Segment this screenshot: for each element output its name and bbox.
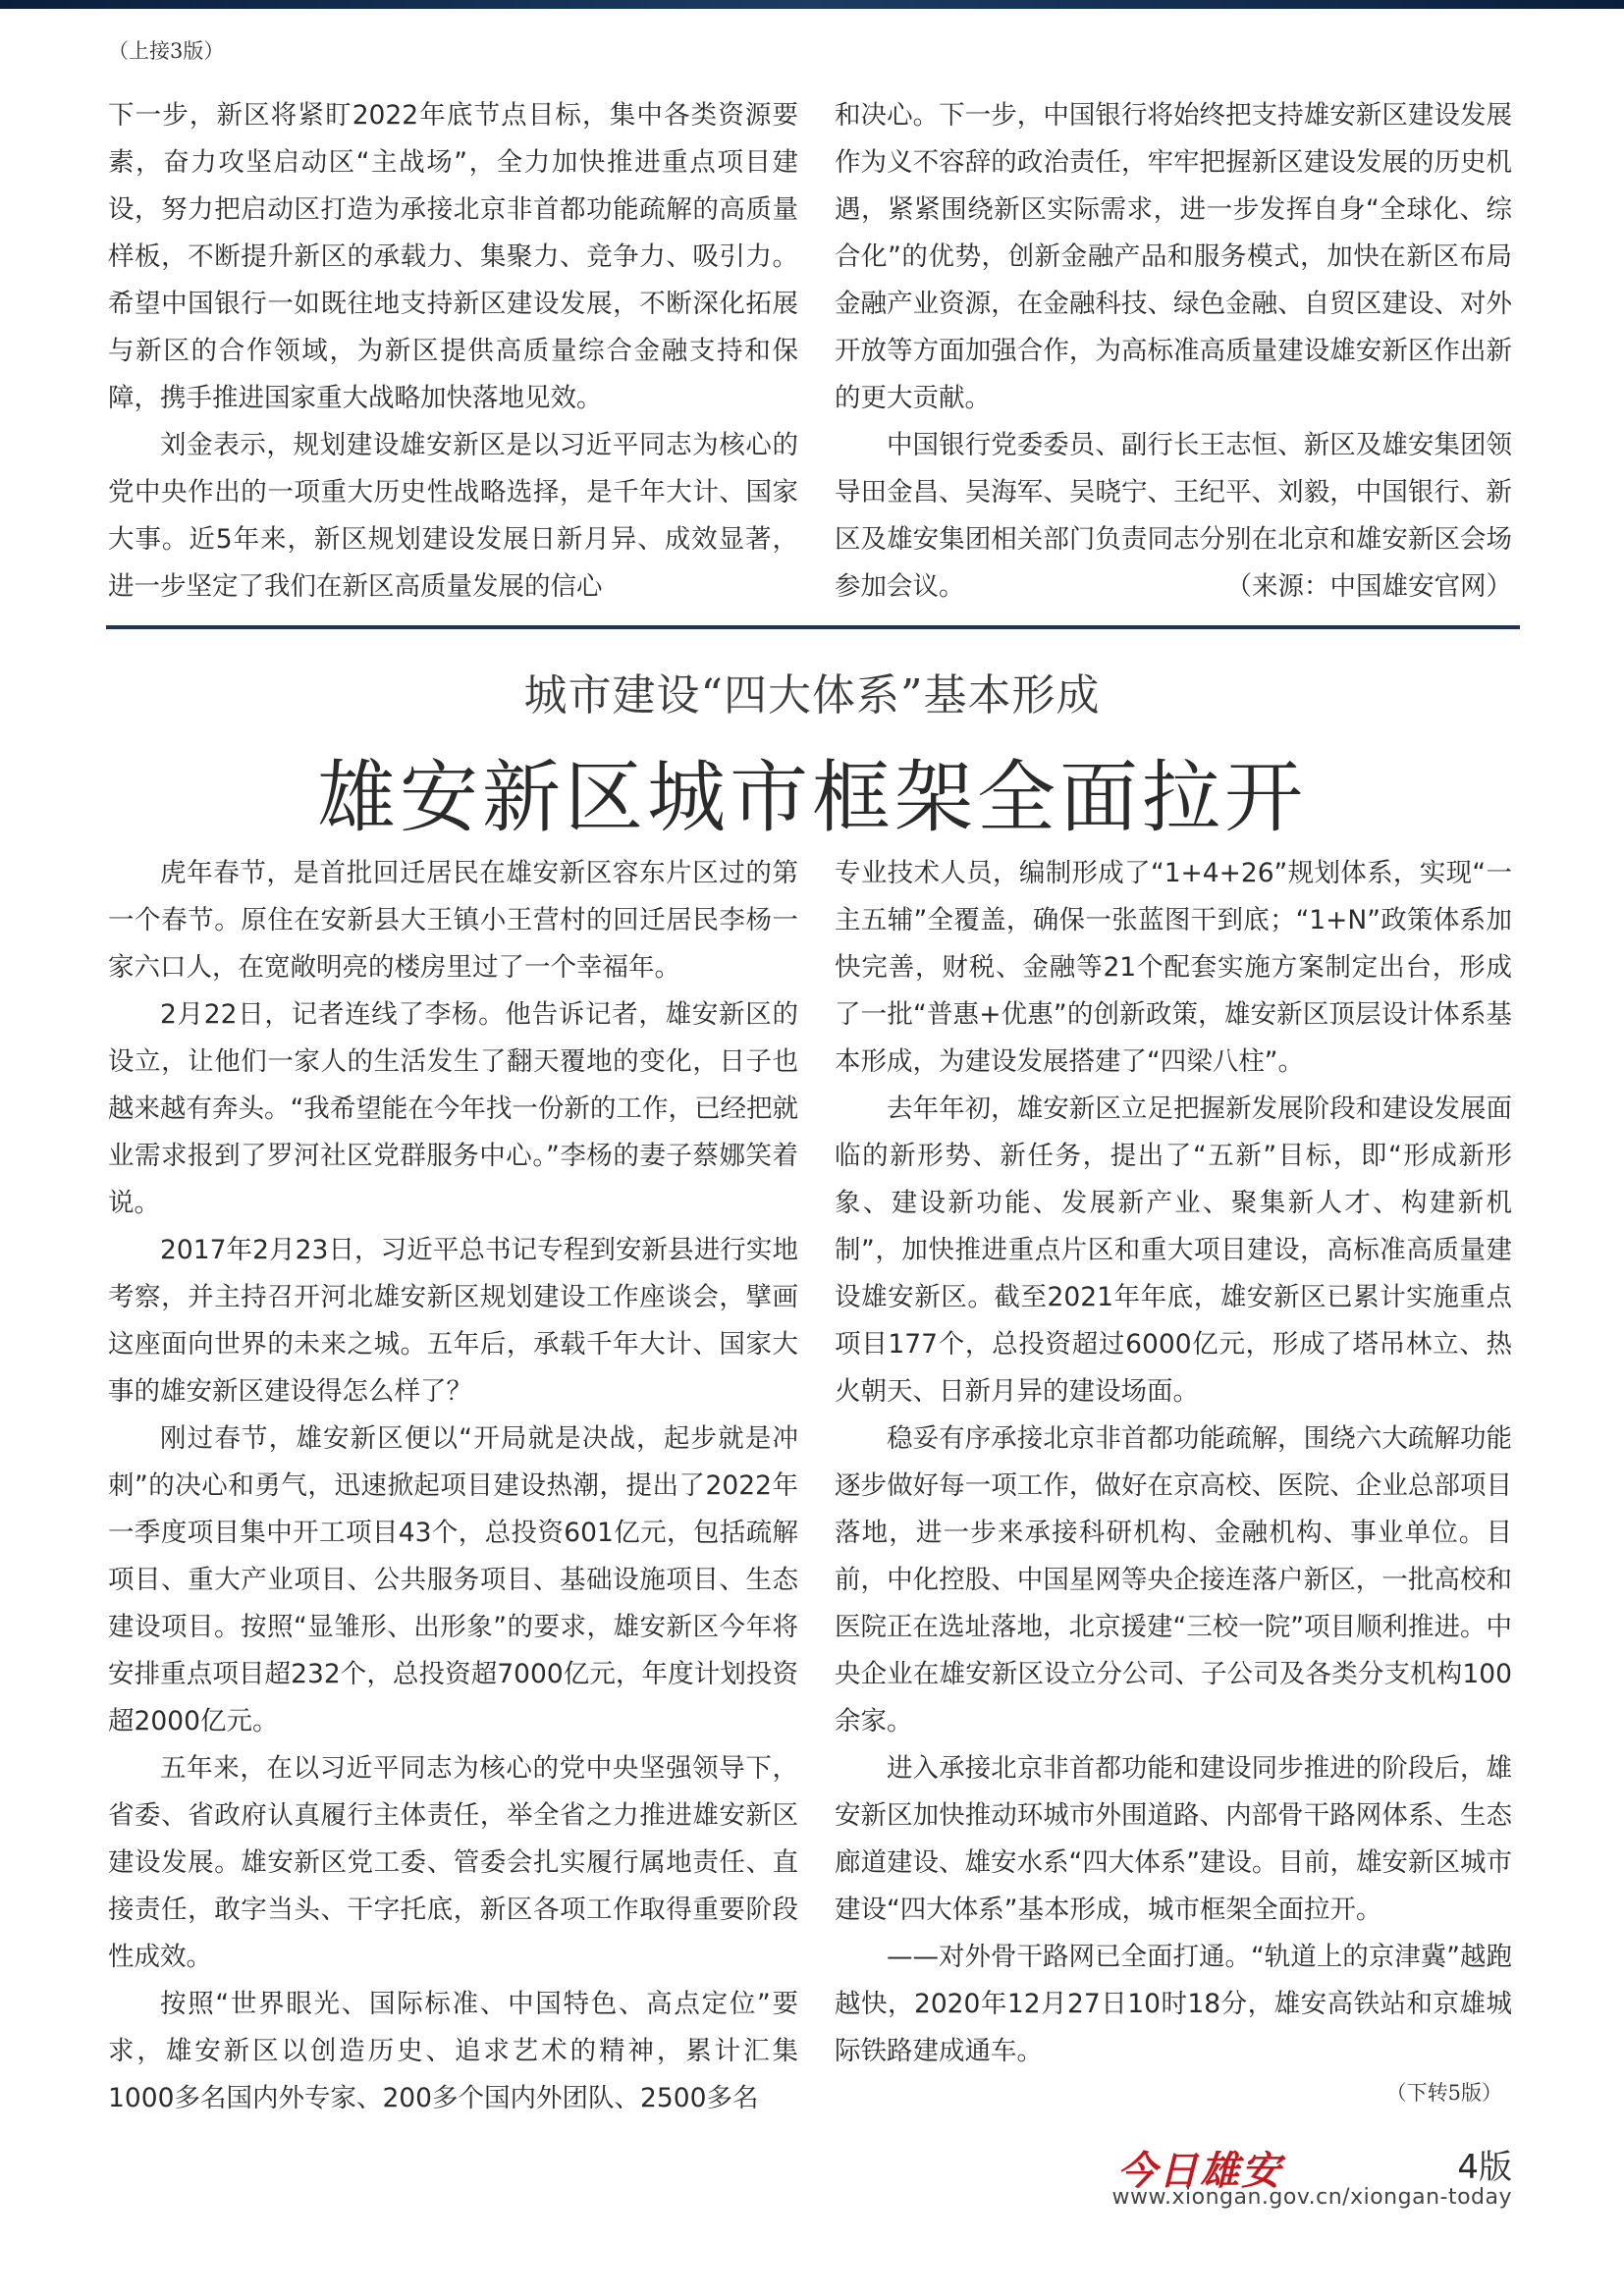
top-color-bar — [0, 0, 1624, 9]
paragraph: 进入承接北京非首都功能和建设同步推进的阶段后，雄安新区加快推动环城市外围道路、内部骨干路网体系、生态廊道建设、雄安水系“四大体系”建设。目前，雄安新区城市建设“四大体系”基本形成，城市框架全面拉开。 — [835, 1753, 1512, 1925]
continued-to-note: （下转5版） — [1385, 2081, 1502, 2105]
continued-from-note: （上接3版） — [108, 39, 225, 63]
paragraph: 2017年2月23日，习近平总书记专程到安新县进行实地考察，并主持召开河北雄安新区规划建设工作座谈会，擘画这座面向世界的未来之城。五年后，承载千年大计、国家大事的雄安新区建设得怎么样了？ — [108, 1235, 798, 1407]
article-subtitle: 城市建设“四大体系”基本形成 — [523, 670, 1101, 721]
article-headline: 雄安新区城市框架全面拉开 — [317, 752, 1307, 843]
newspaper-logo: 今日雄安 — [1117, 2148, 1282, 2194]
paragraph: 去年年初，雄安新区立足把握新发展阶段和建设发展面临的新形势、新任务，提出了“五新”目标，即“形成新形象、建设新功能、发展新产业、聚集新人才、构建新机制”，加快推进重点片区和重大项目建设，高标准高质量建设雄安新区。截至2021年年底，雄安新区已累计实施重点项目177个，总投资超过6000亿元，形成了塔吊林立、热火朝天、日新月异的建设场面。 — [835, 1094, 1512, 1407]
paragraph: 刚过春节，雄安新区便以“开局就是决战，起步就是冲刺”的决心和勇气，迅速掀起项目建设热潮，提出了2022年一季度项目集中开工项目43个，总投资601亿元，包括疏解项目、重大产业项目、公共服务项目、基础设施项目、生态建设项目。按照“显雏形、出形象”的要求，雄安新区今年将安排重点项目超232个，总投资超7000亿元，年度计划投资超2000亿元。 — [108, 1423, 798, 1736]
source-note: （来源：中国雄安官网） — [1225, 571, 1512, 602]
section-divider — [106, 625, 1520, 629]
paragraph — [835, 422, 1512, 611]
bottom-right-column — [835, 850, 1512, 2075]
paragraph: 虎年春节，是首批回迁居民在雄安新区容东片区过的第一个春节。原住在安新县大王镇小王营村的回迁居民李杨一家六口人，在宽敞明亮的楼房里过了一个幸福年。 — [108, 858, 798, 983]
paragraph: 下一步，新区将紧盯2022年底节点目标，集中各类资源要素，奋力攻坚启动区“主战场”，全力加快推进重点项目建设，努力把启动区打造为承接北京非首都功能疏解的高质量样板，不断提升新区的承载力、集聚力、竞争力、吸引力。希望中国银行一如既往地支持新区建设发展，不断深化拓展与新区的合作领域，为新区提供高质量综合金融支持和保障，携手推进国家重大战略加快落地见效。 — [108, 100, 798, 413]
top-right-column — [835, 92, 1512, 611]
paragraph: 2月22日，记者连线了李杨。他告诉记者，雄安新区的设立，让他们一家人的生活发生了翻天覆地的变化，日子也越来越有奔头。“我希望能在今年找一份新的工作，已经把就业需求报到了罗河社区党群服务中心。”李杨的妻子蔡娜笑着说。 — [108, 999, 798, 1218]
bottom-left-column — [108, 850, 798, 2122]
paragraph: 按照“世界眼光、国际标准、中国特色、高点定位”要求，雄安新区以创造历史、追求艺术的精神，累计汇集1000多名国内外专家、200多个国内外团队、2500多名 — [108, 1989, 798, 2113]
paragraph: 和决心。下一步，中国银行将始终把支持雄安新区建设发展作为义不容辞的政治责任，牢牢把握新区建设发展的历史机遇，紧紧围绕新区实际需求，进一步发挥自身“全球化、综合化”的优势，创新金融产品和服务模式，加快在新区布局金融产业资源，在金融科技、绿色金融、自贸区建设、对外开放等方面加强合作，为高标准高质量建设雄安新区作出新的更大贡献。 — [835, 100, 1512, 413]
paragraph: 刘金表示，规划建设雄安新区是以习近平同志为核心的党中央作出的一项重大历史性战略选择，是千年大计、国家大事。近5年来，新区规划建设发展日新月异、成效显著，进一步坚定了我们在新区高质量发展的信心 — [108, 430, 798, 602]
website-url[interactable]: www.xiongan.gov.cn/xiongan-today — [1111, 2185, 1512, 2210]
paragraph-text: 中国银行党委委员、副行长王志恒、新区及雄安集团领导田金昌、吴海军、吴晓宁、王纪平、刘毅，中国银行、新区及雄安集团相关部门负责同志分别在北京和雄安新区会场参加会议。 — [835, 430, 1512, 602]
paragraph: 稳妥有序承接北京非首都功能疏解，围绕六大疏解功能逐步做好每一项工作，做好在京高校、医院、企业总部项目落地，进一步来承接科研机构、金融机构、事业单位。目前，中化控股、中国星网等央企接连落户新区，一批高校和医院正在选址落地，北京援建“三校一院”项目顺利推进。中央企业在雄安新区设立分公司、子公司及各类分支机构100余家。 — [835, 1423, 1512, 1736]
top-left-column — [108, 92, 798, 611]
paragraph: ——对外骨干路网已全面打通。“轨道上的京津冀”越跑越快，2020年12月27日10时18分，雄安高铁站和京雄城际铁路建成通车。 — [835, 1942, 1512, 2066]
paragraph: 专业技术人员，编制形成了“1+4+26”规划体系，实现“一主五辅”全覆盖，确保一张蓝图干到底；“1+N”政策体系加快完善，财税、金融等21个配套实施方案制定出台，形成了一批“普惠+优惠”的创新政策，雄安新区顶层设计体系基本形成，为建设发展搭建了“四梁八柱”。 — [835, 858, 1512, 1077]
page-number: 4版 — [1457, 2148, 1512, 2187]
paragraph: 五年来，在以习近平同志为核心的党中央坚强领导下，省委、省政府认真履行主体责任，举全省之力推进雄安新区建设发展。雄安新区党工委、管委会扎实履行属地责任、直接责任，敢字当头、干字托底，新区各项工作取得重要阶段性成效。 — [108, 1753, 798, 1972]
